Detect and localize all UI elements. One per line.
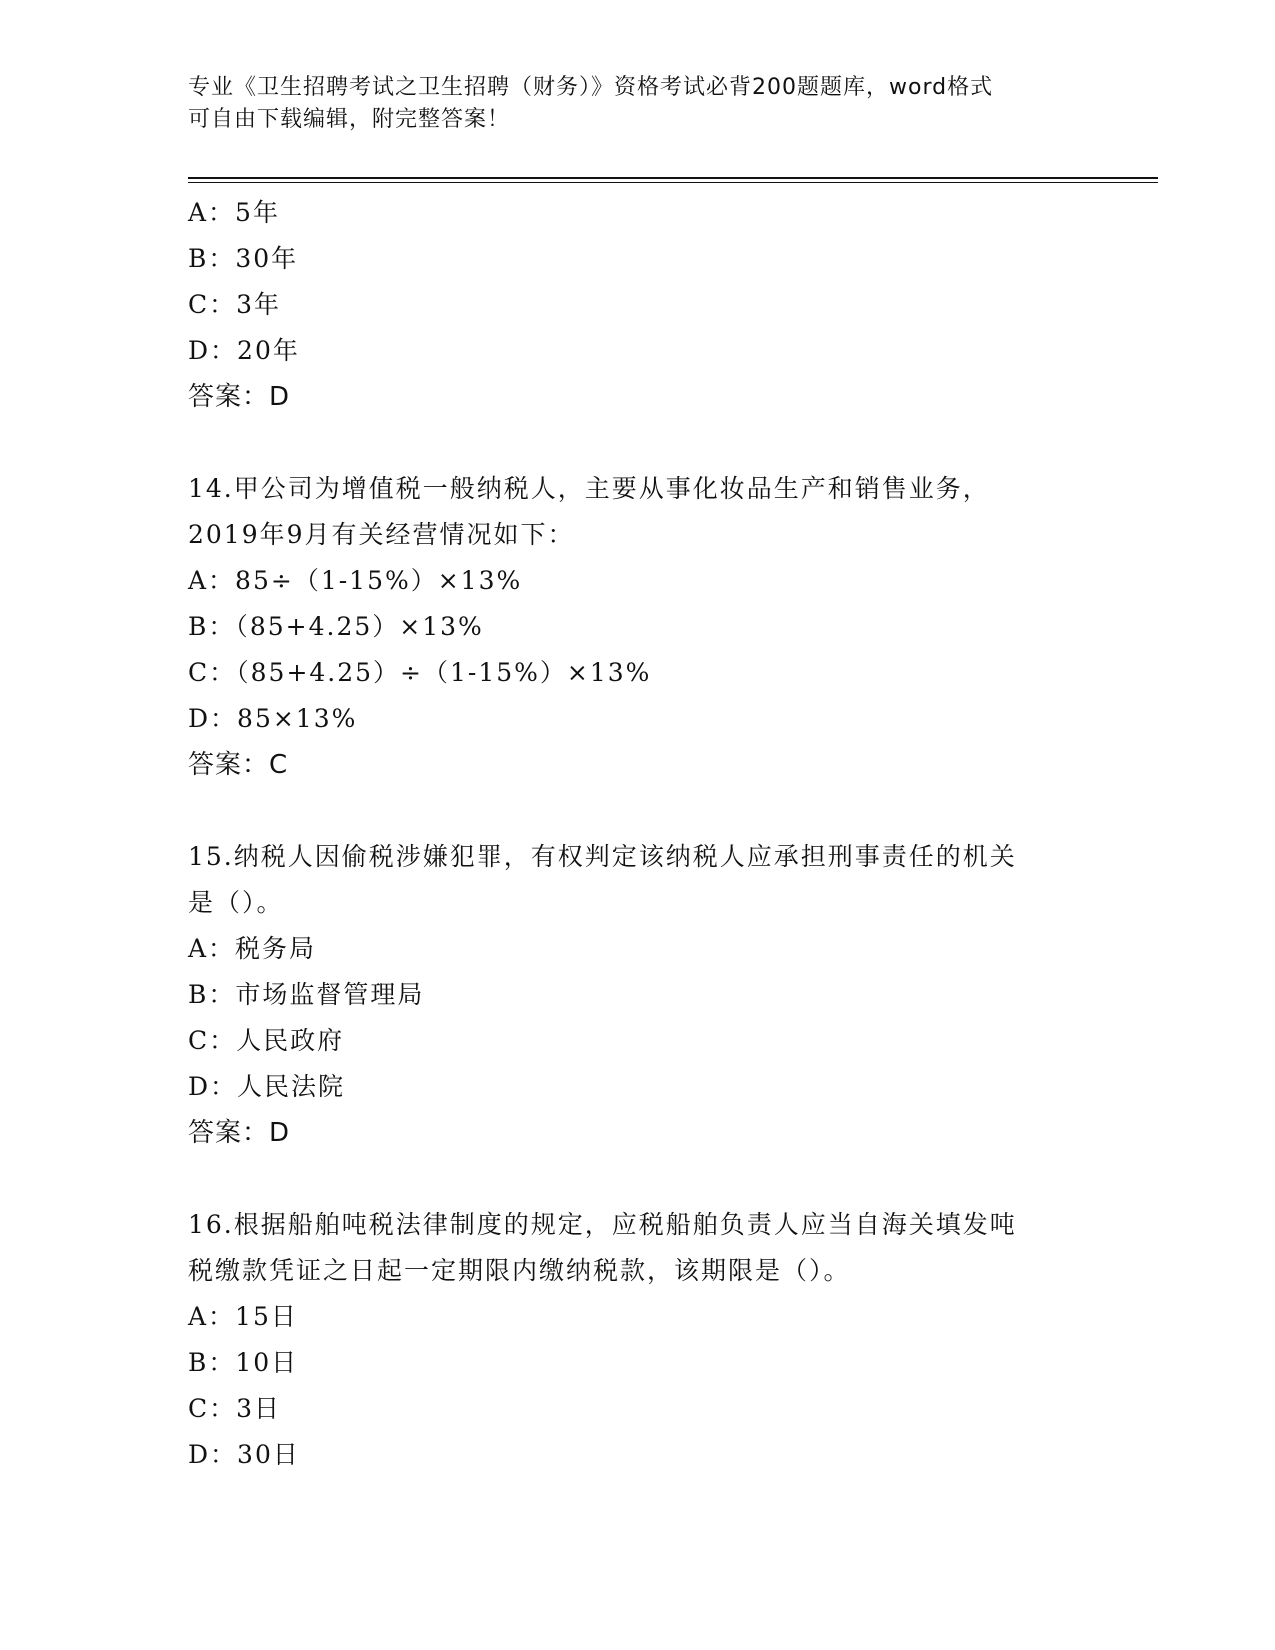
question-14 (188, 466, 1158, 788)
header-title-line-1: 专业《卫生招聘考试之卫生招聘（财务）》资格考试必背200题题库，word格式 (188, 75, 994, 100)
header-title-line-2: 可自由下载编辑，附完整答案！ (188, 107, 511, 132)
spacer (188, 1156, 1158, 1202)
option-b: B：市场监督管理局 (188, 980, 425, 1009)
option-b: B：10日 (188, 1348, 299, 1377)
option-c: C：人民政府 (188, 1026, 345, 1055)
option-d: D：85×13% (188, 704, 358, 733)
header-divider-thick (188, 177, 1158, 179)
question-stem-line: 14.甲公司为增值税一般纳税人，主要从事化妆品生产和销售业务， (188, 474, 990, 503)
option-d: D：人民法院 (188, 1072, 346, 1101)
header-divider-thin (188, 182, 1158, 183)
option-a: A：税务局 (188, 934, 317, 963)
option-c: C：3日 (188, 1394, 282, 1423)
answer-line: 答案：D (188, 382, 291, 412)
question-16 (188, 1202, 1158, 1478)
document-header (188, 72, 1088, 136)
option-b: B：（85+4.25）×13% (188, 612, 484, 641)
spacer (188, 420, 1158, 466)
option-d: D：20年 (188, 336, 300, 365)
question-stem-line: 2019年9月有关经营情况如下： (188, 520, 575, 549)
option-a: A：15日 (188, 1302, 298, 1331)
option-d: D：30日 (188, 1440, 300, 1469)
question-stem-line: 税缴款凭证之日起一定期限内缴纳税款，该期限是（）。 (188, 1256, 851, 1285)
option-c: C：3年 (188, 290, 282, 319)
previous-question-options (188, 190, 1158, 420)
spacer (188, 788, 1158, 834)
question-15 (188, 834, 1158, 1156)
question-stem-line: 15.纳税人因偷税涉嫌犯罪，有权判定该纳税人应承担刑事责任的机关 (188, 842, 1017, 871)
question-stem-line: 16.根据船舶吨税法律制度的规定，应税船舶负责人应当自海关填发吨 (188, 1210, 1017, 1239)
question-stem-line: 是（）。 (188, 888, 284, 917)
option-a: A：85÷（1-15%）×13% (188, 566, 523, 595)
option-b: B：30年 (188, 244, 299, 273)
question-list (188, 190, 1158, 1478)
option-c: C：（85+4.25）÷（1-15%）×13% (188, 658, 652, 687)
option-a: A：5年 (188, 198, 280, 227)
answer-line: 答案：D (188, 1118, 291, 1148)
answer-line: 答案：C (188, 750, 289, 780)
